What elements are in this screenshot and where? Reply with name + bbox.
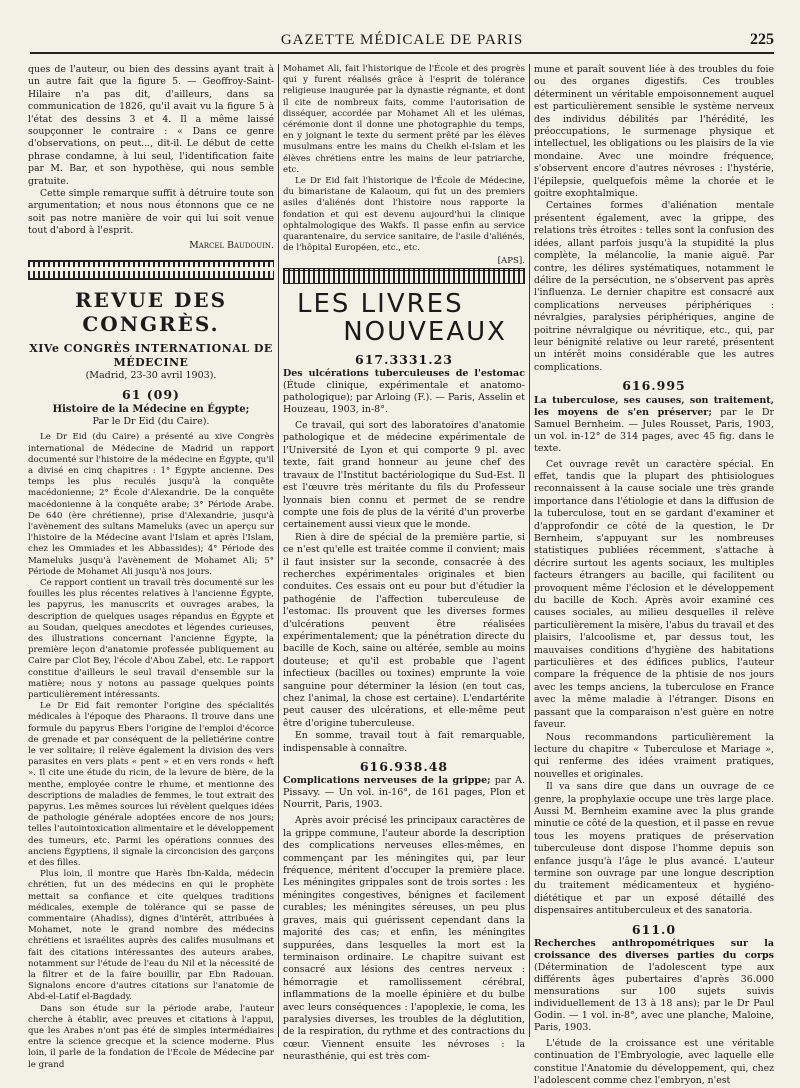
book-meta: (Détermination de l'adolescent type aux différents âges pubertaires d'après 36.000 mensurations sur 100 sujets suivis individuellement de 13 à 18 ans); par le Dr Paul Godin. — 1 vol. in-8°, avec une planche, Maloine, Paris, 1903. [534, 962, 774, 1033]
review-paragraph: Ce travail, qui sort des laboratoires d'anatomie pathologique et de médecine expérimentale de l'Université de Lyon et qui comporte 9 pl. avec texte, fait grand honneur au jeune chef des travaux de l'Institut bactériologique du Sud-Est. Il est l'œuvre très méritante du fils du Professeur lyonnais bien connu et permet de se rendre compte une fois de plus de la vérité d'un proverbe certainement aussi vieux que le monde. [283, 420, 525, 531]
classification-number: 611.0 [631, 921, 677, 937]
book-heading [283, 775, 525, 811]
book-title: Des ulcérations tuberculeuses de l'estomac [283, 368, 525, 380]
article-body-continued [283, 64, 525, 268]
ornamental-divider [28, 260, 274, 280]
book-meta: par le Dr Samuel Bernheim. — Jules Rousset, Paris, 1903, un vol. in-12° de 314 pages, avec 45 fig. dans le texte. [534, 406, 774, 454]
running-title: GAZETTE MÉDICALE DE PARIS [280, 32, 524, 48]
column-1 [28, 64, 274, 1070]
classification-number: 61 (09) [122, 386, 180, 402]
page-header [30, 30, 774, 54]
book-title: Complications nerveuses de la grippe; [283, 775, 491, 787]
body-paragraph: Plus loin, il montre que Harès Ibn-Kalda, médecin chrétien, fut un des médecins en qui le prophète mettait sa confiance et cite quelques traditions médicales, exemple de tolérance qui se passe de commentaire (Ahadiss), dignes d'intérêt, attribuées à Mohamet, note le grand nombre des médecins chrétiens et israélites auprès des califes musulmans et fait des citations intéressantes des auteurs arabes, notamment sur l'étude de l'eau du Nil et la nécessité de la filtrer et de la faire bouillir, par Ebn Radouan. Signalons encore d'autres citations sur l'anatomie de Abd-el-Latif el-Bagdady. [28, 869, 274, 1003]
column-2 [283, 64, 526, 1063]
section-title-livres [283, 290, 525, 346]
column-3 [534, 64, 774, 1087]
body-paragraph: Ce rapport contient un travail très documenté sur les fouilles les plus récentes relatives à l'ancienne Égypte, les papyrus, les manuscrits et ouvrages arabes, la description de quelques usages répandus en Égypte et au Soudan, quelques anecdotes et légendes curieuses, des illustrations concernant l'ancienne Égypte, la première leçon d'anatomie professée publiquement au Caire par Clot Bey, l'école d'Abou Zabel, etc. Le rapport constitue d'ailleurs le seul travail d'ensemble sur la matière; nous y notons au passage quelques points particulièrement intéressants. [28, 577, 274, 700]
author-signature: Marcel Baudouin. [189, 239, 274, 251]
article-signature: [APS]. [497, 256, 525, 267]
review-paragraph: L'étude de la croissance est une véritable continuation de l'Embryologie, avec laquelle elle constitue l'Anatomie du développement, qui, chez l'adolescent comme chez l'embryon, n'est [534, 1038, 774, 1087]
classification-number: 616.938.48 [359, 759, 449, 775]
body-paragraph: Le Dr Eid (du Caire) a présenté au xive Congrès international de Médecine de Madrid un rapport documenté sur l'histoire de la médecine en Égypte, qu'il a divisé en cinq chapitres : 1° Égypte ancienne. Des temps les plus reculés jusqu'à la conquête macédonienne; 2° École d'Alexandrie. De la conquête macédonienne à la conquête arabe; 3° Période Arabe. De 640 (ère chrétienne), prise d'Alexandrie, jusqu'à l'avènement des sultans Mameluks (avec un aperçu sur l'histoire de la Médecine avant l'Islam et après l'Islam, chez les Ommiades et les Abbassides); 4° Période des Mameluks jusqu'à l'avènement de Mohamet Ali; 5° Période de Mohamet Ali jusqu'à nos jours. [28, 432, 274, 577]
book-heading [283, 368, 525, 416]
body-paragraph: Le Dr Eid fait l'historique de l'École de Médecine, du bimaristane de Kalaoum, qui fut un des premiers asiles d'aliénés dont l'histoire nous rapporte la fondation et qui est devenu aujourd'hui la clinique ophtalmologique des Wakfs. Il passe enfin au service quarantenaire, du service sanitaire, de l'asile d'aliénés, de l'hôpital Européen, etc., etc. [283, 176, 525, 254]
book-meta: par A. Pissavy. — Un vol. in-16°, de 161 pages, Plon et Nourrit, Paris, 1903. [283, 775, 526, 811]
body-paragraph: Le Dr Eid fait remonter l'origine des spécialités médicales à l'époque des Pharaons. Il trouve dans une formule du papyrus Ebers l'origine de l'emploi d'écorce de grenade et par conséquent de la pelletiérine contre le ver solitaire; il relève également la division des vers parasites en vers plats « pent » et en vers ronds « heft ». Il cite une étude du ricin, de la levure de bière, de la menthe, employée contre le rhume, et mentionne des descriptions de maladies de femmes, le tout extrait des papyrus. Les mêmes sources lui révèlent quelques idées de pathologie générale adoptées encore de nos jours; telles l'autointoxication alimentaire et le développement des tumeurs, etc. Parmi les opérations connues des anciens Égyptiens, il signale la circoncision des garçons et des filles. [28, 701, 274, 869]
page-number: 225 [750, 31, 774, 48]
book-meta: (Étude clinique, expérimentale et anatomo-pathologique); par Arloing (F.). — Paris, Asselin et Houzeau, 1903, in-8°. [283, 380, 525, 416]
congress-dates: (Madrid, 23-30 avril 1903). [85, 370, 217, 382]
section-title-line: NOUVEAUX [343, 316, 507, 347]
review-paragraph: Après avoir précisé les principaux caractères de la grippe commune, l'auteur aborde la description des complications nerveuses elles-mêmes, en commençant par les méningites qui, par leur fréquence, méritent d'occuper la première place. Les méningites grippales sont de trois sortes : les méningites congestives, bénignes et facilement curables; les méningites séreuses, un peu plus graves, mais qui guérissent cependant dans la majorité des cas; et enfin, les méningites suppurées, dans lesquelles la mort est la terminaison ordinaire. Le chapitre suivant est consacré aux lésions des centres nerveux : hémorragie et ramollissement cérébral, inflammations de la moelle épinière et du bulbe avec leurs conséquences : l'apoplexie, le coma, les paralysies diverses, les troubles de la déglutition, de la respiration, du rythme et des contractions du cœur. Viennent ensuite les névroses : la neurasthénie, qui est très com- [283, 815, 525, 1063]
review-paragraph: mune et paraît souvent liée à des troubles du foie ou des organes digestifs. Ces troubles déterminent un véritable empoisonnement auquel est particulièrement sensible le système nerveux des individus débilités par l'hérédité, les préoccupations, le surmenage physique et intellectuel, les obligations ou les plaisirs de la vie mondaine. Avec une moindre fréquence, s'observent encore d'autres névroses : l'hystérie, l'épilepsie, quelquefois même la chorée et le goitre exophtalmique. [534, 64, 774, 200]
section-title-line: LES LIVRES [297, 288, 464, 319]
article-body [28, 432, 274, 1071]
book-title: Recherches anthropométriques sur la croissance des diverses parties du corps [534, 938, 774, 961]
book-heading [534, 938, 774, 1034]
review-paragraph: Certaines formes d'aliénation mentale présentent également, avec la grippe, des relations très étroites : telles sont la confusion des idées, allant parfois jusqu'à la stupidité la plus complète, la mélancolie, la manie aiguë. Par contre, les délires systématiques, notamment le délire de la persécution, ne s'observent pas après l'influenza. Le dernier chapitre est consacré aux complications nerveuses périphériques : névralgies, paralysies périphériques, angine de poitrine névralgique ou névritique, etc., qui, par leur bénignité relative ou leur rareté, présentent un intérêt moins considérable que les autres complications. [534, 200, 774, 373]
body-paragraph: Mohamet Ali, fait l'historique de l'École et des progrès qui y furent réalisés grâce à l'esprit de tolérance religieuse inaugurée par la dynastie régnante, et dont il cite de nombreux faits, comme l'autorisation de disséquer, accordée par Mohamet Ali et les ulémas, cérémonie dont il donne une photographie du temps, en y joignant le texte du serment prêté par les élèves musulmans entre les mains du Cheikh el-Islam et les élèves chrétiens entre les mains de leur patriarche, etc. [283, 64, 525, 175]
column-divider [278, 64, 279, 1037]
section-title: REVUE DES CONGRÈS. [74, 288, 228, 337]
book-title: La tuberculose, ses causes, son traitement, les moyens de s'en préserver; [534, 394, 774, 418]
congress-title: XIVe CONGRÈS INTERNATIONAL DE MÉDECINE [29, 342, 273, 370]
classification-number: 616.995 [622, 378, 686, 394]
classification-number: 617.3331.23 [355, 351, 453, 367]
body-paragraph: Dans son étude sur la période arabe, l'auteur cherche à établir, avec preuves et citations à l'appui, que les Arabes n'ont pas été de simples intermédiaires entre la science grecque et la science moderne. Plus loin, il parle de la fondation de l'École de Médecine par le grand [28, 1003, 274, 1070]
review-paragraph: Rien à dire de spécial de la première partie, si ce n'est qu'elle est traitée comme il convient; mais il faut insister sur la seconde, consacrée à des recherches expérimentales originales et bien conduites. Ces essais ont eu pour but d'étudier la pathogénie de l'affection tuberculeuse de l'estomac. Ils prouvent que les diverses formes d'ulcérations peuvent être réalisées expérimentalement; que la pénétration directe du bacille de Koch, saine ou altérée, semble au moins douteuse; et qu'il est probable que l'agent infectieux (bacilles ou toxines) emprunte la voie sanguine pour déterminer la lésion (en tout cas, chez l'animal, la chose est certaine). L'endartérite peut causer des ulcérations, et elle-même peut être d'origine tuberculeuse. [283, 531, 525, 729]
conclusion-paragraph: Cette simple remarque suffit à détruire toute son argumentation; et nous nous étonnons que ce ne soit pas notre manière de voir qui lui soit venue tout d'abord à l'esprit. [28, 188, 274, 237]
continuation-paragraph: ques de l'auteur, ou bien des dessins ayant trait à un autre fait que la figure 5. — Geoffroy-Saint-Hilaire n'a pas dit, d'ailleurs, dans sa communication de 1826, qu'il avait vu la figure 5 à l'état des dessins 3 et 4. Il a même laissé soupçonner le contraire : « Dans ce genre d'observations, on peut..., dit-il. Le début de cette phrase condamne, à lui seul, l'identification faite par M. Bar, et son hypothèse, qui nous semble gratuite. [28, 64, 274, 187]
review-paragraph: En somme, travail tout à fait remarquable, indispensable à connaître. [283, 730, 525, 754]
book-heading [534, 395, 774, 455]
review-paragraph: Cet ouvrage revêt un caractère spécial. En effet, tandis que la plupart des phtisiologues reconnaissent à la cause sociale une très grande importance dans l'étiologie et dans la diffusion de la tuberculose, tout en se gardant d'examiner et d'approfondir ce côté de la question, le Dr Bernheim, s'appuyant sur les nombreuses statistiques publiées récemment, s'attache à décrire surtout les agents sociaux, les multiples facteurs étrangers au bacille, qui facilitent ou provoquent même l'éclosion et le développement du bacille de Koch. Après avoir examiné ces causes sociales, au milieu desquelles il relève particulièrement la misère, l'abus du travail et des plaisirs, l'alcoolisme et, par dessus tout, les mauvaises conditions d'hygiène des habitations particulières et des édifices publics, l'auteur compare la fréquence de la phtisie de nos jours avec les temps anciens, la tuberculose en France avec la même maladie à l'étranger. Disons en passant que la comparaison n'est guère en notre faveur. [534, 458, 774, 731]
review-paragraph: Nous recommandons particulièrement la lecture du chapitre « Tuberculose et Mariage », qui renferme des idées vraiment pratiques, nouvelles et originales. [534, 731, 774, 780]
column-divider [529, 64, 530, 1037]
article-title: Histoire de la Médecine en Égypte; [52, 403, 250, 415]
section-banner [283, 268, 525, 284]
article-author: Par le Dr Eid (du Caire). [92, 415, 210, 427]
review-paragraph: Il va sans dire que dans un ouvrage de ce genre, la prophylaxie occupe une très large place. Aussi M. Bernheim examine avec la plus grande minutie ce côté de la question, et il passe en revue tous les moyens pratiques de préservation tuberculeuse dont dispose l'homme depuis son enfance jusqu'à l'âge le plus avancé. L'auteur termine son ouvrage par une longue description du traitement médicamenteux et hygiéno-diététique et par un exposé détaillé des dispensaires antituberculeux et des sanatoria. [534, 781, 774, 917]
